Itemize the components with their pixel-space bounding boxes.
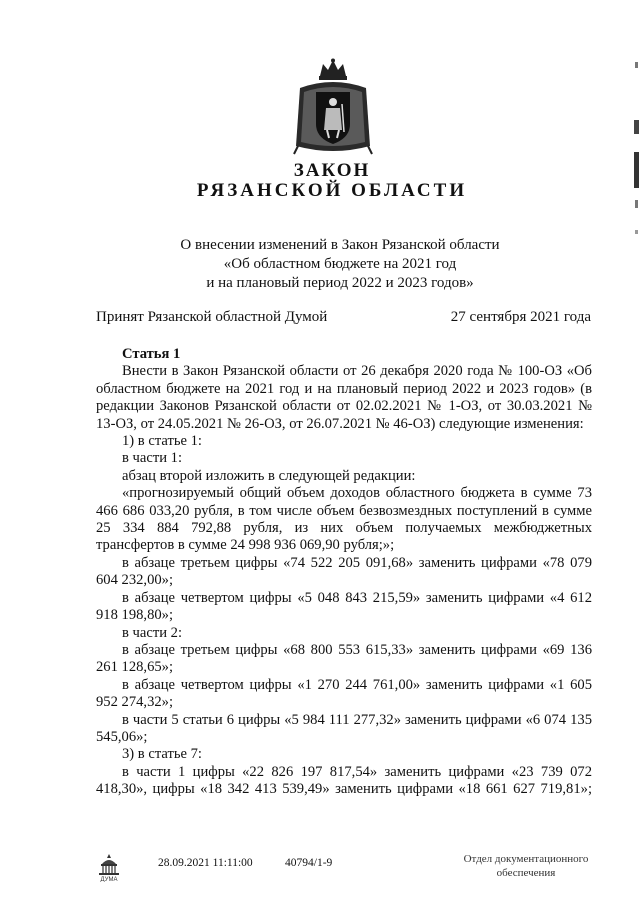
- paragraph: абзац второй изложить в следующей редакции:: [122, 467, 416, 484]
- paragraph: в части 5 статьи 6 цифры «5 984 111 277,32» заменить цифрами «6 074 135 545,06»;: [96, 711, 592, 745]
- paragraph: в части 1:: [122, 450, 183, 467]
- paragraph: в части 1 цифры «22 826 197 817,54» заменить цифрами «23 739 072 418,30», цифры «18 342 413 539,49» заменить цифрами «18 661 627 719,81»;: [96, 763, 592, 798]
- adopted-by: Принят Рязанской областной Думой: [96, 309, 328, 325]
- paragraph: Внести в Закон Рязанской области от 26 декабря 2020 года № 100-ОЗ «Об областном бюджете на 2021 год и на плановый период 2022 и 2023 годов» (в редакции Законов Рязанской области от 02.02.2021 № 1-ОЗ, от 30.03.2021 № 13-ОЗ, от 24.05.2021 № 26-ОЗ, от 26.07.2021 № 46-ОЗ) следующие изменения:: [96, 363, 592, 432]
- subtitle-line: О внесении изменений в Закон Рязанской области: [180, 237, 500, 253]
- svg-text:ДУМА: ДУМА: [100, 877, 118, 882]
- scan-edge-marks: [632, 60, 640, 250]
- paragraph: 1) в статье 1:: [122, 433, 202, 450]
- footer-department: Отдел документационного обеспечения: [463, 853, 589, 879]
- paragraph: в абзаце четвертом цифры «5 048 843 215,59» заменить цифрами «4 612 918 198,80»;: [96, 589, 592, 624]
- region-title: РЯЗАНСКОЙ ОБЛАСТИ: [196, 180, 468, 201]
- paragraph: «прогнозируемый общий объем доходов областного бюджета в сумме 73 466 686 033,20 рубля, в том числе объем безвозмездных поступлений в сумме 25 334 884 792,88 рубля, из них объем получаемых межбюджетных трансфертов в сумме 24 998 936 069,90 рубля;»;: [96, 485, 592, 554]
- article-body: [96, 346, 592, 799]
- adopted-date: 27 сентября 2021 года: [450, 309, 591, 325]
- paragraph: в части 2:: [122, 624, 183, 641]
- article-title: Статья 1: [122, 346, 181, 362]
- paragraph: 3) в статье 7:: [122, 746, 202, 763]
- duma-building-logo-icon: [96, 852, 122, 882]
- paragraph: в абзаце третьем цифры «74 522 205 091,68» заменить цифрами «78 079 604 232,00»;: [96, 554, 592, 589]
- law-subtitle: [140, 236, 540, 293]
- footer-doc-number: 40794/1-9: [285, 857, 333, 869]
- subtitle-line: «Об областном бюджете на 2021 год: [223, 256, 457, 272]
- paragraph: в абзаце четвертом цифры «1 270 244 761,00» заменить цифрами «1 605 952 274,32»;: [96, 676, 592, 711]
- ryazan-coat-of-arms-icon: [290, 58, 376, 158]
- paragraph: в абзаце третьем цифры «68 800 553 615,33» заменить цифрами «69 136 261 128,65»;: [96, 641, 592, 676]
- law-title: ЗАКОН: [293, 160, 371, 181]
- footer-timestamp: 28.09.2021 11:11:00: [158, 857, 253, 869]
- subtitle-line: и на плановый период 2022 и 2023 годов»: [206, 275, 474, 291]
